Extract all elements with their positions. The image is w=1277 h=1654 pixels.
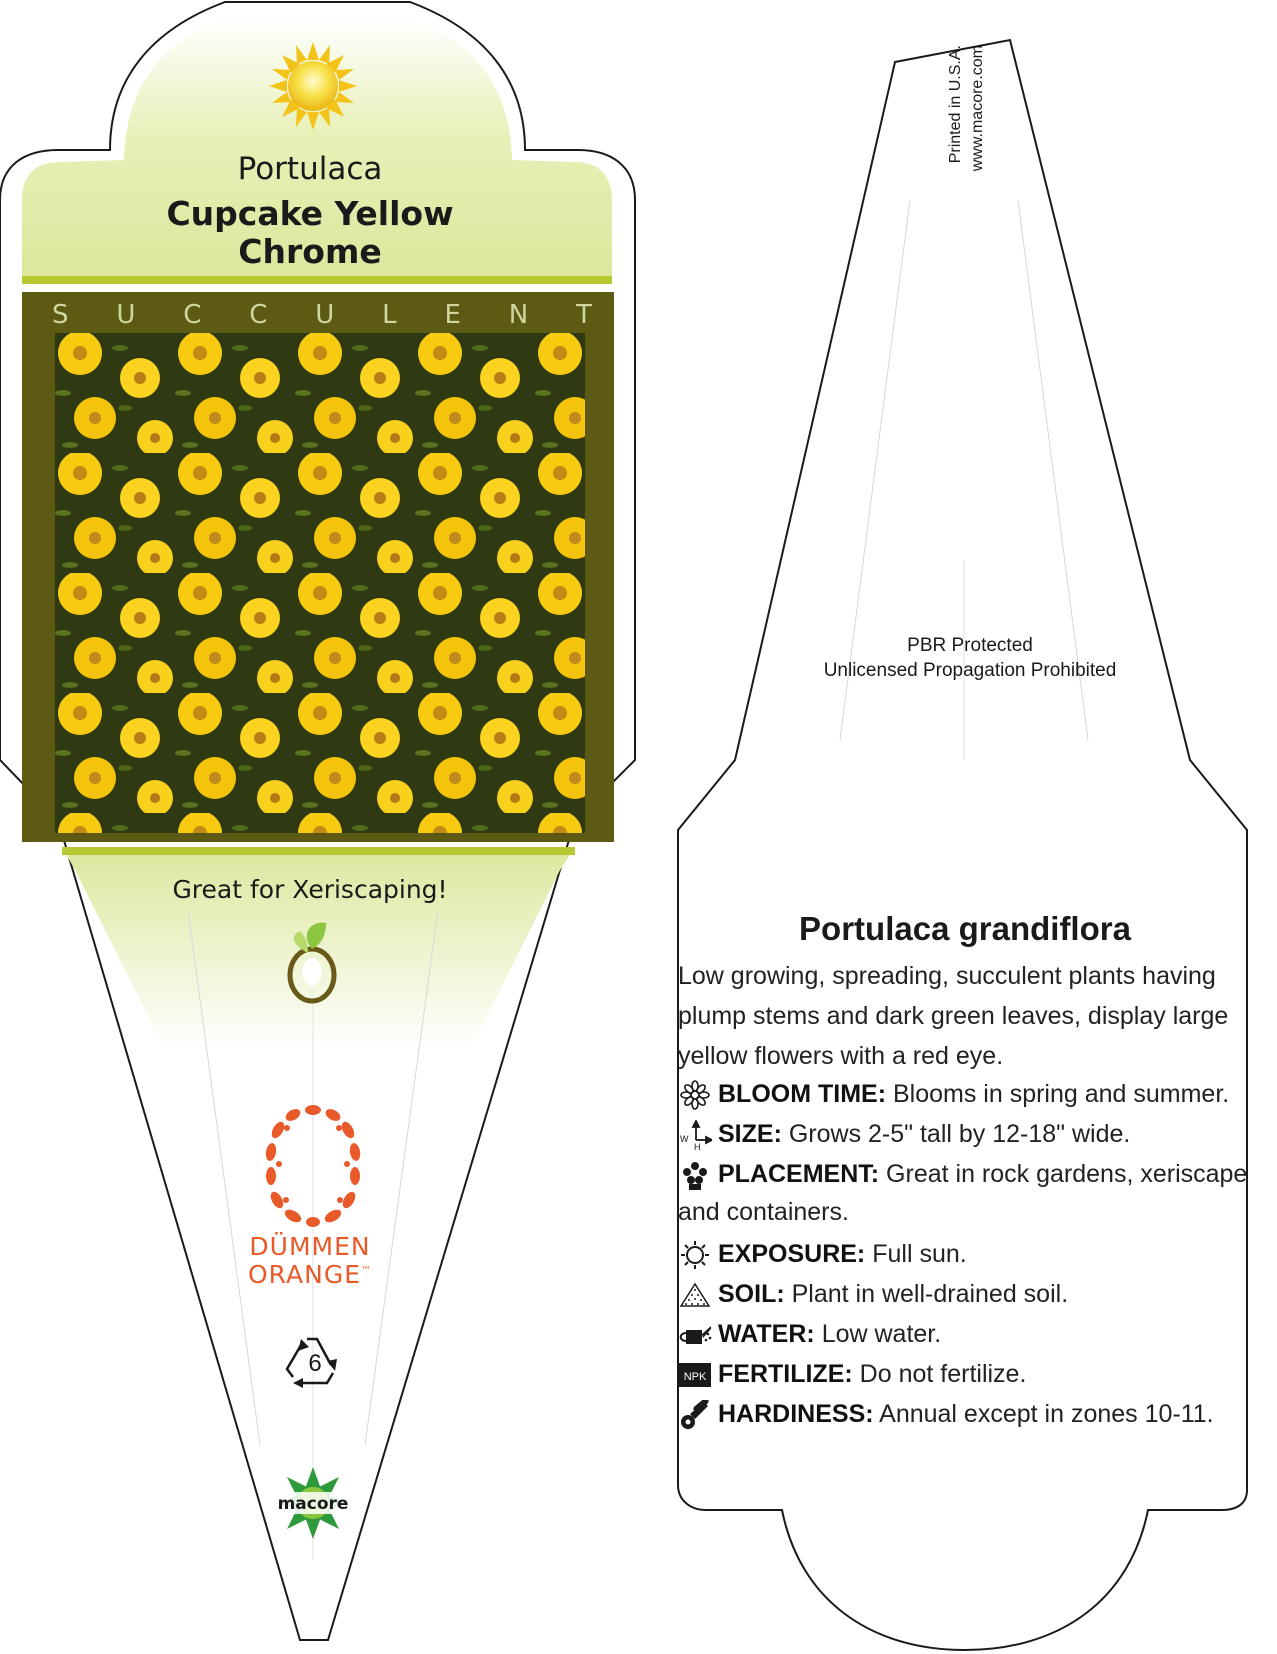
attr-text: Blooms in spring and summer. — [886, 1080, 1230, 1108]
category-letter: U — [315, 300, 335, 330]
tagline: Great for Xeriscaping! — [172, 875, 448, 904]
attr-text: Do not fertilize. — [852, 1360, 1027, 1388]
attr-exposure — [678, 1235, 1258, 1273]
category-letter: L — [382, 300, 397, 330]
brand-name-text: ORANGE — [247, 1260, 361, 1289]
brand-name-line1: DÜMMEN — [249, 1232, 371, 1261]
variety-name-line2: Chrome — [238, 232, 382, 271]
attr-label: EXPOSURE: — [718, 1240, 866, 1268]
pbr-line1: PBR Protected — [907, 635, 1033, 656]
sun-icon — [269, 42, 357, 130]
npk-icon — [678, 1360, 712, 1390]
category-letter: C — [249, 300, 268, 330]
attr-hardiness — [678, 1395, 1258, 1433]
printer-logo-text: macore — [277, 1494, 349, 1514]
soil-icon — [678, 1280, 712, 1310]
category-letter: S — [52, 300, 69, 330]
attr-text: Grows 2-5" tall by 12-18" wide. — [781, 1120, 1131, 1148]
printed-in-note — [945, 45, 1025, 245]
attr-label: BLOOM TIME: — [718, 1080, 887, 1108]
attr-text: Great in rock gardens, xeriscape and containers. — [678, 1160, 1248, 1226]
printed-line1: Printed in U.S.A. — [947, 45, 964, 164]
size-icon — [678, 1120, 712, 1150]
plant-genus: Portulaca — [237, 151, 383, 187]
category-letter: E — [444, 300, 461, 330]
size-w: W — [680, 1134, 689, 1145]
attr-label: SIZE: — [718, 1120, 782, 1148]
attr-bloom-time — [678, 1075, 1258, 1113]
flower-icon — [678, 1080, 712, 1110]
category-label — [52, 300, 592, 330]
header-divider — [22, 276, 612, 284]
printed-line2: www.macore.com — [969, 45, 986, 172]
size-h: H — [694, 1142, 701, 1151]
recycle-number: 6 — [308, 1350, 322, 1377]
plant-photo — [55, 333, 585, 833]
pbr-line2: Unlicensed Propagation Prohibited — [823, 660, 1117, 681]
npk-text: NPK — [683, 1371, 707, 1384]
attr-text: Annual except in zones 10-11. — [873, 1400, 1214, 1428]
attr-placement — [678, 1155, 1258, 1231]
category-letter: C — [183, 300, 202, 330]
plant-description: Low growing, spreading, succulent plants having plump stems and dark green leaves, display large yellow flowers with a red eye. — [678, 962, 1229, 1070]
variety-name-line1: Cupcake Yellow — [166, 194, 454, 233]
attr-soil — [678, 1275, 1258, 1313]
watering-can-icon — [678, 1320, 712, 1350]
trademark-mark: ™ — [361, 1265, 372, 1277]
attr-label: SOIL: — [718, 1280, 785, 1308]
botanical-name: Portulaca grandiflora — [799, 910, 1131, 947]
attr-size — [678, 1115, 1258, 1153]
attr-label: HARDINESS: — [718, 1400, 874, 1428]
category-letter: U — [116, 300, 136, 330]
attr-water — [678, 1315, 1258, 1353]
category-letter: N — [508, 300, 529, 330]
brand-name-line2 — [230, 1260, 390, 1289]
attr-text: Full sun. — [865, 1240, 967, 1268]
attr-fertilize — [678, 1355, 1258, 1393]
attr-text: Plant in well-drained soil. — [784, 1280, 1069, 1308]
attr-label: FERTILIZE: — [718, 1360, 853, 1388]
sun-outline-icon — [678, 1240, 712, 1270]
category-letter: T — [576, 300, 592, 330]
attr-text: Low water. — [814, 1320, 942, 1348]
thermometer-icon — [678, 1400, 712, 1430]
attr-label: WATER: — [718, 1320, 815, 1348]
placement-icon — [678, 1160, 712, 1190]
attr-label: PLACEMENT: — [718, 1160, 880, 1188]
